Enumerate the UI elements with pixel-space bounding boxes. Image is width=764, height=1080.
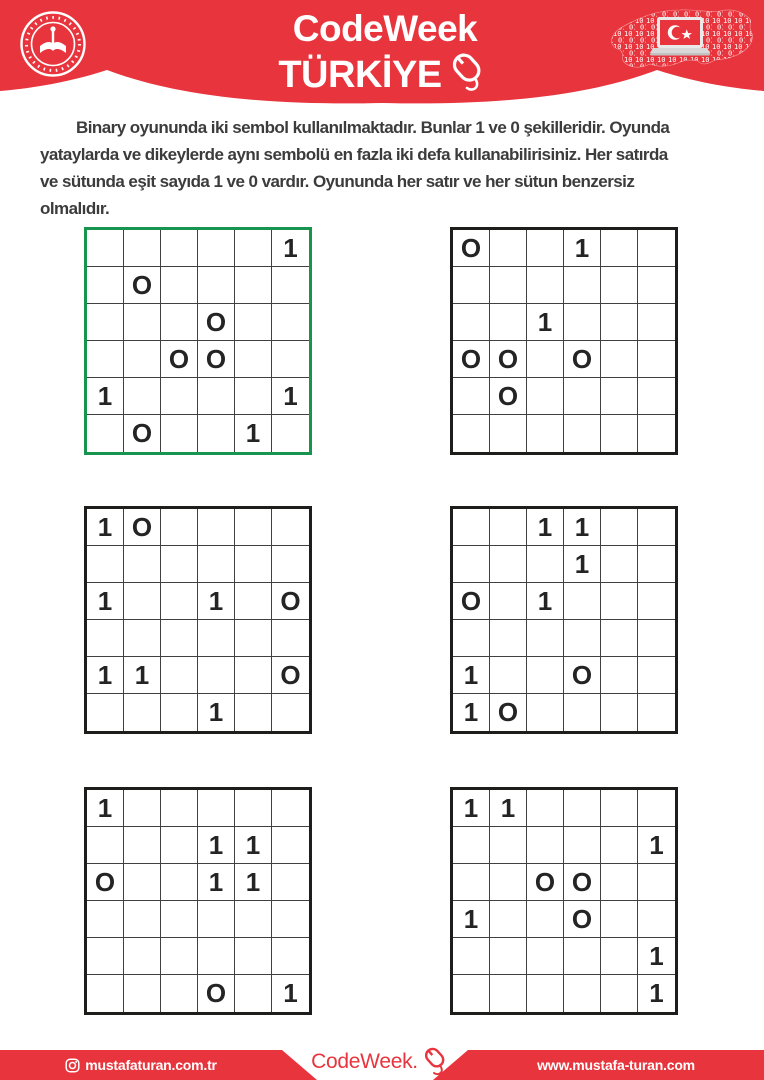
binary-puzzle-grid-3 (84, 506, 312, 734)
puzzle-cell (235, 790, 272, 827)
puzzle-cell: 1 (638, 827, 675, 864)
puzzle-cell (235, 694, 272, 731)
puzzle-cell (161, 378, 198, 415)
puzzle-cell (601, 620, 638, 657)
puzzle-cell (235, 341, 272, 378)
puzzle-cell (564, 378, 601, 415)
puzzle-cell (490, 827, 527, 864)
puzzle-cell (161, 694, 198, 731)
puzzle-cell (161, 546, 198, 583)
puzzle-cell (638, 657, 675, 694)
puzzle-cell (601, 230, 638, 267)
puzzle-cell: 1 (235, 415, 272, 452)
puzzle-cell: O (564, 901, 601, 938)
puzzle-cell (453, 975, 490, 1012)
puzzle-cell: 1 (564, 546, 601, 583)
puzzle-cell (638, 415, 675, 452)
puzzle-cell (235, 620, 272, 657)
puzzle-cell (527, 901, 564, 938)
puzzle-cell: O (453, 341, 490, 378)
puzzle-cell (638, 341, 675, 378)
puzzle-cell (601, 378, 638, 415)
puzzle-cell: 1 (272, 378, 309, 415)
puzzle-cell (87, 620, 124, 657)
puzzle-cell (527, 378, 564, 415)
puzzle-cell: O (453, 583, 490, 620)
puzzle-cell: O (198, 975, 235, 1012)
puzzle-cell: O (490, 694, 527, 731)
puzzle-cell (161, 657, 198, 694)
footer-codeweek-text: CodeWeek. (311, 1050, 418, 1073)
puzzle-cell (124, 901, 161, 938)
puzzle-cell (124, 378, 161, 415)
puzzle-cell (564, 415, 601, 452)
footer-right-text: www.mustafa-turan.com (537, 1057, 695, 1073)
puzzle-cell (527, 546, 564, 583)
brand-lockup (225, 10, 545, 100)
puzzle-cell (601, 657, 638, 694)
footer-right-url (468, 1050, 764, 1080)
puzzle-cell (453, 267, 490, 304)
instructions-line: ve sütunda eşit sayıda 1 ve 0 vardır. Oyununda her satır ve her sütun benzersiz (40, 172, 635, 191)
puzzle-cell (453, 415, 490, 452)
puzzle-cell (490, 583, 527, 620)
puzzle-cell: 1 (198, 694, 235, 731)
puzzle-cell (490, 230, 527, 267)
puzzle-cell: O (564, 864, 601, 901)
puzzle-cell: 1 (124, 657, 161, 694)
puzzle-cell (453, 938, 490, 975)
puzzle-cell (638, 546, 675, 583)
puzzle-cell (601, 901, 638, 938)
puzzle-cell: 1 (87, 790, 124, 827)
footer-left-handle (0, 1050, 282, 1080)
puzzle-cell (87, 901, 124, 938)
brand-turkiye: TÜRKİYE (278, 54, 442, 96)
puzzle-cell (272, 694, 309, 731)
puzzle-cell (124, 546, 161, 583)
puzzle-cell (527, 230, 564, 267)
puzzle-cell (272, 546, 309, 583)
puzzle-cell (235, 938, 272, 975)
puzzle-cell (490, 975, 527, 1012)
puzzle-cell: 1 (453, 790, 490, 827)
puzzle-cell (490, 267, 527, 304)
puzzle-cell: 1 (527, 304, 564, 341)
computer-mouse-icon (420, 1046, 454, 1078)
binary-puzzle-grid-4 (450, 506, 678, 734)
puzzle-cell (527, 620, 564, 657)
puzzle-cell (638, 901, 675, 938)
puzzle-cell (198, 657, 235, 694)
puzzle-cell (564, 790, 601, 827)
puzzle-cell (564, 304, 601, 341)
puzzle-cell (198, 509, 235, 546)
puzzle-cell: 1 (453, 657, 490, 694)
puzzle-cell (453, 378, 490, 415)
puzzle-cell (87, 938, 124, 975)
puzzle-cell (601, 509, 638, 546)
puzzle-cell (161, 415, 198, 452)
puzzle-cell (161, 230, 198, 267)
puzzle-cell (490, 546, 527, 583)
puzzle-cell (490, 415, 527, 452)
puzzle-cell (124, 620, 161, 657)
puzzle-cell: 1 (87, 509, 124, 546)
puzzle-cell (198, 901, 235, 938)
puzzle-cell (564, 938, 601, 975)
puzzle-cell (490, 901, 527, 938)
puzzle-cell (490, 657, 527, 694)
puzzle-cell (453, 546, 490, 583)
puzzle-cell (527, 341, 564, 378)
puzzle-cell (272, 341, 309, 378)
puzzle-cell: 1 (453, 901, 490, 938)
puzzle-cell (601, 304, 638, 341)
puzzle-cell (124, 975, 161, 1012)
puzzle-cell: 1 (490, 790, 527, 827)
puzzle-cell (601, 546, 638, 583)
puzzle-cell (235, 378, 272, 415)
puzzle-cell (601, 583, 638, 620)
puzzle-cell (601, 415, 638, 452)
puzzle-cell (601, 975, 638, 1012)
puzzle-cell: 1 (235, 864, 272, 901)
puzzle-cell (124, 304, 161, 341)
puzzle-cell (638, 267, 675, 304)
puzzle-cell (601, 790, 638, 827)
puzzle-cell (87, 267, 124, 304)
instructions-line: Binary oyununda iki sembol kullanılmaktadır. Bunlar 1 ve 0 şekilleridir. Oyunda (76, 118, 670, 137)
puzzle-cell (490, 938, 527, 975)
puzzle-cell (87, 230, 124, 267)
puzzle-cell (87, 546, 124, 583)
puzzle-cell (161, 827, 198, 864)
puzzle-cell (564, 694, 601, 731)
puzzle-cell (490, 620, 527, 657)
puzzle-cell (527, 975, 564, 1012)
puzzle-cell (272, 304, 309, 341)
puzzle-cell (87, 827, 124, 864)
brand-codeweek: CodeWeek (292, 8, 478, 49)
puzzle-cell (124, 827, 161, 864)
puzzle-cell (272, 620, 309, 657)
instructions-paragraph (40, 114, 740, 222)
puzzle-cell (235, 546, 272, 583)
puzzle-cell: 1 (198, 583, 235, 620)
puzzle-cell (161, 267, 198, 304)
puzzle-cell (527, 694, 564, 731)
footer-codeweek-logo (295, 1046, 470, 1078)
puzzle-cell: O (564, 341, 601, 378)
puzzle-cell (124, 341, 161, 378)
puzzle-cell (527, 790, 564, 827)
puzzle-cell (198, 620, 235, 657)
puzzle-cell (453, 827, 490, 864)
puzzle-cell: O (124, 509, 161, 546)
puzzle-cell (601, 827, 638, 864)
puzzle-cell (235, 975, 272, 1012)
puzzle-cell (564, 827, 601, 864)
puzzle-cell (198, 546, 235, 583)
puzzle-cell (601, 864, 638, 901)
puzzle-cell (453, 864, 490, 901)
puzzle-cell: O (272, 583, 309, 620)
puzzle-cell: 1 (87, 378, 124, 415)
puzzle-cell (235, 509, 272, 546)
puzzle-cell: O (453, 230, 490, 267)
puzzle-cell (490, 509, 527, 546)
puzzle-cell: 1 (198, 827, 235, 864)
puzzle-cell (87, 975, 124, 1012)
puzzle-cell: 1 (638, 938, 675, 975)
puzzle-cell: 1 (272, 230, 309, 267)
puzzle-cell (87, 415, 124, 452)
puzzle-cell (198, 415, 235, 452)
puzzle-cell (161, 304, 198, 341)
puzzle-cell (601, 694, 638, 731)
puzzle-cell (490, 304, 527, 341)
puzzle-cell (198, 938, 235, 975)
puzzle-cell (601, 938, 638, 975)
puzzle-cell (161, 583, 198, 620)
puzzle-cell (124, 694, 161, 731)
puzzle-cell (272, 827, 309, 864)
puzzle-cell: O (490, 341, 527, 378)
puzzle-cell: O (124, 267, 161, 304)
computer-mouse-icon (446, 50, 492, 100)
instagram-icon (65, 1058, 80, 1073)
puzzle-cell: 1 (87, 583, 124, 620)
puzzle-cell: O (198, 341, 235, 378)
meb-ministry-emblem-icon (19, 10, 87, 83)
puzzle-cell (638, 620, 675, 657)
binary-puzzle-grid-6 (450, 787, 678, 1015)
puzzle-cell (490, 864, 527, 901)
puzzle-cell: 1 (527, 583, 564, 620)
puzzle-cell (638, 583, 675, 620)
puzzle-cell (124, 583, 161, 620)
puzzle-cell (453, 509, 490, 546)
footer-left-text: mustafaturan.com.tr (85, 1057, 217, 1073)
puzzle-cell: O (124, 415, 161, 452)
puzzle-cell (638, 790, 675, 827)
instructions-line: olmalıdır. (40, 199, 110, 218)
puzzle-cell (601, 341, 638, 378)
puzzle-cell (453, 620, 490, 657)
puzzle-cell (272, 938, 309, 975)
puzzle-cell: 1 (564, 230, 601, 267)
puzzle-cell: 1 (235, 827, 272, 864)
instructions-line: yataylarda ve dikeylerde aynı sembolü en fazla iki defa kullanabilirisiniz. Her satırda (40, 145, 668, 164)
puzzle-cell (161, 864, 198, 901)
puzzle-cell (198, 790, 235, 827)
laptop-turkish-flag-icon (650, 17, 710, 56)
puzzle-cell (638, 230, 675, 267)
puzzle-cell (564, 620, 601, 657)
binary-puzzle-grid-5 (84, 787, 312, 1015)
puzzle-cell (527, 827, 564, 864)
puzzle-cell: 1 (564, 509, 601, 546)
puzzle-cell (527, 938, 564, 975)
puzzle-cell (161, 901, 198, 938)
puzzle-cell (564, 583, 601, 620)
puzzle-cell (272, 509, 309, 546)
puzzle-cell (235, 583, 272, 620)
puzzle-cell: O (490, 378, 527, 415)
puzzle-cell (124, 938, 161, 975)
puzzle-cell: 1 (198, 864, 235, 901)
puzzle-cell (527, 657, 564, 694)
puzzle-cell (87, 341, 124, 378)
puzzle-cell: 1 (453, 694, 490, 731)
puzzle-cell (124, 790, 161, 827)
puzzle-cell (638, 304, 675, 341)
puzzle-cell (235, 267, 272, 304)
puzzle-cell (161, 938, 198, 975)
puzzle-cell: O (272, 657, 309, 694)
puzzle-cell (272, 901, 309, 938)
puzzle-cell: O (161, 341, 198, 378)
puzzle-cell (638, 509, 675, 546)
puzzle-cell (272, 415, 309, 452)
puzzle-cell (272, 864, 309, 901)
puzzle-cell (161, 620, 198, 657)
puzzle-cell: 1 (527, 509, 564, 546)
puzzle-cell (272, 267, 309, 304)
puzzle-cell (161, 790, 198, 827)
puzzle-cell (235, 230, 272, 267)
puzzle-cell (198, 378, 235, 415)
puzzle-cell (161, 509, 198, 546)
puzzle-cell (564, 975, 601, 1012)
puzzle-cell (235, 901, 272, 938)
puzzle-cell (638, 864, 675, 901)
puzzle-cell (161, 975, 198, 1012)
puzzle-cell: O (564, 657, 601, 694)
puzzle-cell (564, 267, 601, 304)
puzzle-cell (453, 304, 490, 341)
puzzle-cell (87, 304, 124, 341)
puzzle-cell (198, 267, 235, 304)
puzzle-cell (527, 415, 564, 452)
puzzle-cell: O (87, 864, 124, 901)
puzzle-cell (527, 267, 564, 304)
puzzle-cell: 1 (283, 978, 298, 1008)
puzzle-cell (638, 378, 675, 415)
puzzle-cell (235, 304, 272, 341)
puzzle-cell (601, 267, 638, 304)
puzzle-cell (272, 790, 309, 827)
turkey-binary-map-icon (602, 4, 762, 81)
puzzle-cell: O (198, 304, 235, 341)
puzzle-cell (638, 694, 675, 731)
puzzle-cell (124, 230, 161, 267)
puzzle-cell (87, 694, 124, 731)
puzzle-cell: 1 (649, 978, 664, 1008)
puzzle-cell (235, 657, 272, 694)
binary-puzzle-grid-2 (450, 227, 678, 455)
puzzle-cell (124, 864, 161, 901)
binary-puzzle-grid-1 (84, 227, 312, 455)
puzzle-cell (198, 230, 235, 267)
puzzle-cell: 1 (87, 657, 124, 694)
puzzle-cell: O (527, 864, 564, 901)
